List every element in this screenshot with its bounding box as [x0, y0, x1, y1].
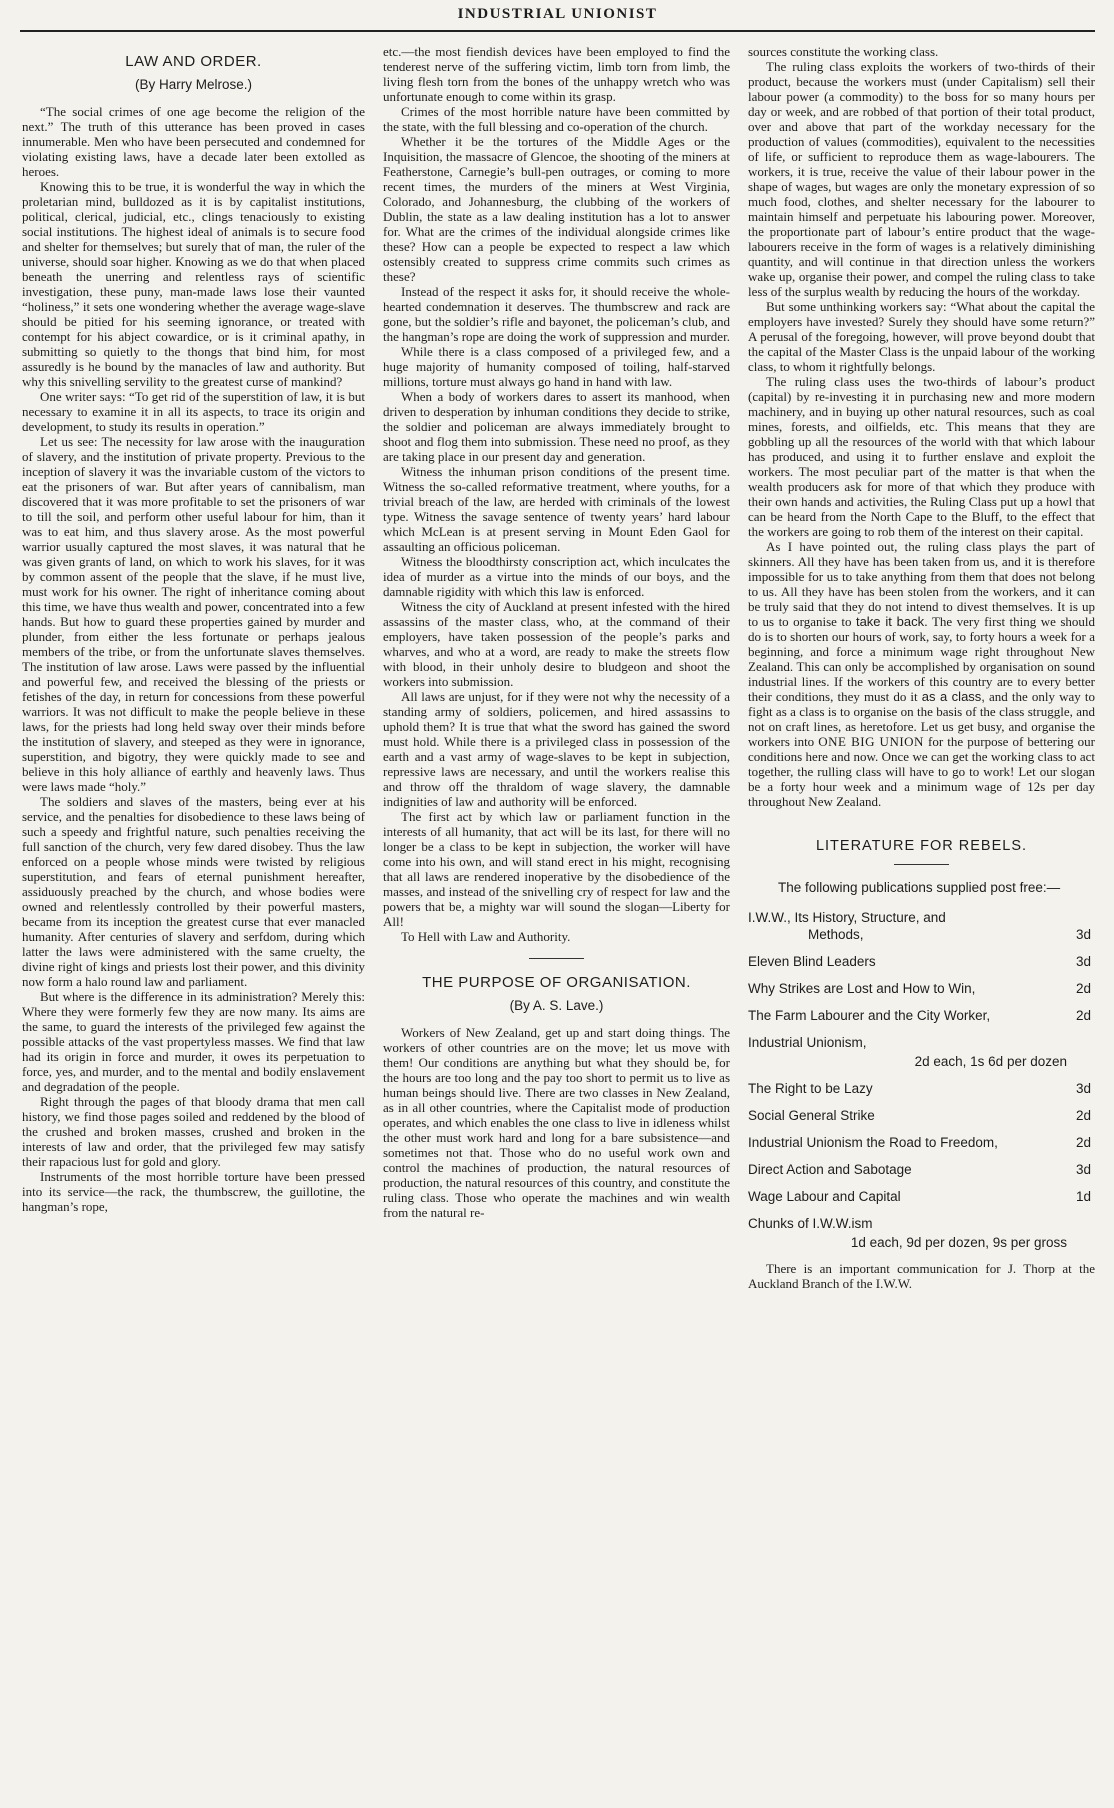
literature-item	[748, 1007, 1095, 1024]
item-title: The Right to be Lazy	[748, 1081, 873, 1096]
text-run: and the only way to fight as a class is to organise on the basis of the class struggle, and not on craft lines, as heretofore. Let us get busy, and organise the workers into	[748, 689, 1095, 749]
item-title: Chunks of I.W.W.ism	[748, 1216, 873, 1231]
emphasis-one-big-union: ONE BIG UNION	[818, 734, 924, 749]
text-run: for the purpose of bettering our conditions here and now. Once we can get the working class to act together, the rulling class will have to go to work! Let our slogan be a forty hour week and a minimum wage of 12s per day throughout New Zealand.	[748, 734, 1096, 809]
item-price: 2d	[1075, 1135, 1091, 1150]
item-price: 2d	[1075, 1008, 1091, 1023]
paragraph: Witness the bloodthirsty conscription act, which inculcates the idea of murder as a virtue into the minds of our boys, and the damnable rigidity with which this law is enforced.	[383, 554, 730, 599]
paragraph: While there is a class composed of a privileged few, and a huge majority of humanity composed of toiling, half-starved millions, torture must always go hand in hand with law.	[383, 344, 730, 389]
paragraph: Whether it be the tortures of the Middle Ages or the Inquisition, the massacre of Glencoe, the shooting of the miners at Featherstone, Carnegie’s bull-pen outrages, or coming to more recent times, the murders of the miners at West Virginia, Colorado, and Johannesburg, the clubbing of the workers of Dublin, the state as a law dealing institution has a lot to answer for. What are the crimes of the individual alongside crimes like these? How can a people be expected to respect a law which ostensibly created to suppress crime commits such crimes as these?	[383, 134, 730, 284]
literature-item	[748, 1107, 1095, 1124]
item-title: Social General Strike	[748, 1108, 875, 1123]
paragraph: etc.—the most fiendish devices have been employed to find the tenderest nerve of the suffering victim, limb torn from limb, the living flesh torn from the bones of the unhappy wretch who was unfortunate enough to come within its grasp.	[383, 44, 730, 104]
item-title: Why Strikes are Lost and How to Win,	[748, 981, 976, 996]
paragraph: The first act by which law or parliament function in the interests of all humanity, that act will be its last, for there will no longer be a class to be kept in subjection, the worker will have come into his own, and will stand erect in his might, recognising that all laws are rendered inoperative by the disobedience of the masses, and instead of the snivelling cry of respect for law and the powers that be, a mighty war will sound the slogan—Liberty for All!	[383, 809, 730, 929]
item-price-note: 1d each, 9d per dozen, 9s per gross	[850, 1235, 1067, 1250]
paragraph: Instead of the respect it asks for, it should receive the whole-hearted condemnation it deserves. The thumbscrew and rack are gone, but the soldier’s rifle and bayonet, the policeman’s club, and the hangman’s rope are doing the work of suppression and murder.	[383, 284, 730, 344]
item-price: 2d	[1075, 1108, 1091, 1123]
item-title: I.W.W., Its History, Structure, and	[748, 910, 946, 925]
item-title: Wage Labour and Capital	[748, 1189, 901, 1204]
footer-notice: There is an important communication for J. Thorp at the Auckland Branch of the I.W.W.	[748, 1261, 1095, 1291]
item-price: 3d	[1075, 954, 1091, 969]
item-title-cont: Methods,	[808, 927, 864, 942]
paragraph: The ruling class uses the two-thirds of labour’s product (capital) by re-investing it in purchasing new and more modern machinery, and in buying up other natural resources, such as coal mines, forests, and oilfields, etc. This means that they are gobbling up all the resources of the world with that which labour has produced, and using it to further enslave and exploit the workers. The most peculiar part of the matter is that when the wealth producers ask for more of that which they produce with their own hands and activities, the Ruling Class put up a howl that can be heard from the North Cape to the Bluff, to the effect that the workers are going to rob them of the interest on their capital.	[748, 374, 1095, 539]
literature-item	[748, 1134, 1095, 1151]
column-3	[748, 44, 1095, 1291]
paragraph: The soldiers and slaves of the masters, being ever at his service, and the penalties for disobedience to these laws being of such a speedy and frightful nature, such penalties receiving the full sanction of the church, very few dared disobey. Thus the law enforced on a people whose minds were twisted by religious superstitution, and fears of eternal punishment hereafter, assiduously preached by the church, and whose bodies were owned and relentlessly controlled by their powerful masters, became from its inception the greatest curse that ever manacled humanity. After centuries of slavery and serfdom, during which latter the laws were administered with the same cruelty, the divine right of kings and priests lost their power, and this divinity now form a halo round law and parliament.	[22, 794, 365, 989]
literature-separator	[894, 864, 949, 865]
article-separator	[529, 958, 584, 959]
literature-item	[748, 953, 1095, 970]
item-title: Direct Action and Sabotage	[748, 1162, 912, 1177]
item-price: 3d	[1075, 1081, 1091, 1096]
column-2	[383, 44, 730, 1220]
emphasis-as-a-class: as a class,	[921, 689, 985, 704]
text-run: As I have pointed out, the ruling class plays the part of skinners. All they have has been taken from us, and it is therefore impossible for us to take anything from them that does not belong to us. All they have has been stolen from the workers, and it can be truly said that they do not intend to divest themselves. It is up to us to organise to	[748, 539, 1095, 629]
closing-line: To Hell with Law and Authority.	[401, 929, 571, 944]
literature-item	[748, 1188, 1095, 1205]
emphasis-take-it-back: take it back.	[855, 614, 928, 629]
literature-intro: The following publications supplied post free:—	[778, 880, 1061, 895]
paragraph: Instruments of the most horrible torture have been pressed into its service—the rack, the thumbscrew, the guillotine, the hangman’s rope,	[22, 1169, 365, 1214]
column-1	[22, 44, 365, 1214]
article-title-law-and-order: LAW AND ORDER.	[125, 53, 262, 70]
masthead: INDUSTRIAL UNIONIST	[457, 6, 658, 22]
masthead-rule	[20, 30, 1095, 32]
item-title: Eleven Blind Leaders	[748, 954, 876, 969]
paragraph: When a body of workers dares to assert its manhood, when driven to desperation by inhuman conditions they decide to strike, the soldier and policeman are always immediately brought to shoot and flog them into submission. These need no proof, as they are taking place in our present day and generation.	[383, 389, 730, 464]
item-price: 1d	[1075, 1189, 1091, 1204]
item-price: 2d	[1075, 981, 1091, 996]
paragraph: Crimes of the most horrible nature have been committed by the state, with the full blessing and co-operation of the church.	[383, 104, 730, 134]
text-run: The very first thing we should do is to shorten our hours of work, say, to forty hours a week for a beginning, and force a minimum wage right throughout New Zealand. This can only be accomplished by organisation on sound industrial lines. If the workers of this country are to every better their conditions, they must do it	[748, 614, 1096, 704]
article-byline: (By A. S. Lave.)	[509, 998, 604, 1013]
paragraph: One writer says: “To get rid of the superstition of law, it is but necessary to examine it in all its aspects, to trace its origin and development, to study its results in operation.”	[22, 389, 365, 434]
item-title: The Farm Labourer and the City Worker,	[748, 1008, 991, 1023]
paragraph: But some unthinking workers say: “What about the capital the employers have invested? Surely they should have some return?” A perusal of the foregoing, however, will prove beyond doubt that the capital of the Master Class is the unpaid labour of the working class, to whom it rightfully belongs.	[748, 299, 1095, 374]
item-title: Industrial Unionism,	[748, 1035, 867, 1050]
article-title-purpose: THE PURPOSE OF ORGANISATION.	[422, 974, 691, 991]
paragraph: But where is the difference in its administration? Merely this: Where they were formerly few they are now many. Its aims are the same, to guard the interests of the privileged few against the possible attacks of the vast propertyless masses. We find that law had its origin in force and murder, it owes its perpetuation to force, yes, and murder, and to the mental and bodily enslavement and degradation of the people.	[22, 989, 365, 1094]
item-price: 3d	[1075, 927, 1091, 942]
paragraph: The ruling class exploits the workers of two-thirds of their product, because the workers must (under Capitalism) sell their labour power (a commodity) to the boss for so many hours per day or week, and are robbed of that portion of their total product, over and above that part of the workday necessary for the production of values (commodities), equivalent to the necessities of life, or sufficient to reproduce them as wage-labourers. The workers, it is true, receive the value of their labour power in the shape of wages, but wages are only the monetary expression of so much food, clothes, and shelter necessary for the labourer to maintain himself and perpetuate his labouring power. Moreover, the proportionate part of labour’s entire product that the wage-labourers receive in the form of wages is a relatively diminishing quantity, and will continue in that direction unless the workers wake up, organise their power, and compel the ruling class to take less of the surplus wealth by reducing the hours of the workday.	[748, 59, 1095, 299]
item-price: 3d	[1075, 1162, 1091, 1177]
item-price-note: 2d each, 1s 6d per dozen	[914, 1054, 1067, 1069]
paragraph: Workers of New Zealand, get up and start doing things. The workers of other countries are on the move; let us move with them! Our conditions are anything but what they should be, for the hours are too long and the pay too short to permit us to live as human beings should live. There are two classes in New Zealand, as in all other countries, where the Capitalist mode of production operates, and which enables the one class to live in idleness whilst the other must work hard and long for a bare subsistence—and sometimes not that. Those who do no useful work own and control the machines of production, the natural resources of production, the natural resources of this country, and constitute the ruling class. Those who operate the machines and win wealth from the natural re-	[383, 1025, 730, 1220]
paragraph: “The social crimes of one age become the religion of the next.” The truth of this utterance has been proved in cases innumerable. Men who have been persecuted and condemned for violating existing laws, have a decade later been extolled as heroes.	[22, 104, 365, 179]
paragraph: Knowing this to be true, it is wonderful the way in which the proletarian mind, bulldozed as it is by capitalist institutions, political, clerical, judicial, etc., clings tenaciously to existing social institutions. The highest ideal of animals is to secure food and shelter for themselves; but surely that of man, the ruler of the universe, should soar higher. Knowing as we do that when placed beneath the unerring and relentless rays of scientific investigation, these puny, man-made laws lose their vaunted “holiness,” it sets one wondering whether the average wage-slave should be pitied for his seeming ignorance, or treated with contempt for his abject cowardice, or is it criminal apathy, in submitting so quietly to the thongs that bind him, for most assuredly is he bound by the manacles of law and authority. But why this snivelling servility to the greatest curse of mankind?	[22, 179, 365, 389]
paragraph: sources constitute the working class.	[748, 44, 939, 59]
literature-item	[748, 1034, 1095, 1070]
paragraph: Witness the city of Auckland at present infested with the hired assassins of the master class, who, at the command of their employers, have taken possession of the people’s parks and wharves, and who at a word, are ready to make the streets flow with blood, in their unholy desire to bludgeon and shoot the workers into submission.	[383, 599, 730, 689]
item-title: Industrial Unionism the Road to Freedom,	[748, 1135, 998, 1150]
literature-item	[748, 1161, 1095, 1178]
paragraph: Witness the inhuman prison conditions of the present time. Witness the so-called reformative treatment, where youths, for a trivial breach of the law, are herded with criminals of the lowest type. Witness the savage sentence of twenty years’ hard labour which McLean is at present serving in Mount Eden Gaol for assaulting an officious policeman.	[383, 464, 730, 554]
paragraph	[748, 539, 1095, 809]
literature-item	[748, 909, 1095, 943]
article-byline: (By Harry Melrose.)	[134, 77, 252, 92]
paragraph: Right through the pages of that bloody drama that men call history, we find those pages soiled and reddened by the blood of the crushed and broken masses, crushed and broken in the interests of law and order, that the privileged few may satisfy their rapacious lust for gold and glory.	[22, 1094, 365, 1169]
paragraph: All laws are unjust, for if they were not why the necessity of a standing army of soldiers, policemen, and hired assassins to uphold them? It is true that what the sword has gained the sword must hold. While there is a privileged class in possession of the earth and a vast army of wage-slaves to be kept in subjection, repressive laws are necessary, and until the workers realise this and throw off the thraldom of wage slavery, the damnable indignities of law and authority will be enforced.	[383, 689, 730, 809]
literature-item	[748, 1080, 1095, 1097]
literature-title: LITERATURE FOR REBELS.	[815, 838, 1028, 854]
paragraph: Let us see: The necessity for law arose with the inauguration of slavery, and the institution of private property. Previous to the inception of slavery it was the invariable custom of the victors to eat the prisoners of war. But after years of cannibalism, man discovered that it was more profitable to set the prisoners of war to till the soil, and perform other useful labour for him, than it was to eat him, and thus slavery arose. As the most powerful warrior usually captured the most slaves, it was natural that he was given grants of land, on which to work his slaves, for it was by common assent of the people that the slave, if he must live, must work for his owner. The right of inheritance coming about this time, we have thus wealth and power, concentrated into a few hands. But how to guard these properties gained by murder and plunder, from either the less fortunate or perhaps jealous members of the tribe, or from the unfortunate slaves themselves. The institution of law arose. Laws were passed by the influential and powerful few, and received the blessing of the priests or fetishes of the day, in return for concessions from these powerful warriors. It was not difficult to make the people believe in these laws, for the priests had long held sway over their minds before the institution of slavery, and steeped as they were in ignorance, superstition, and bigotry, they were quickly made to see and believe in this holy alliance of earthly and heavenly laws. Thus were laws made “holy.”	[22, 434, 365, 794]
literature-item	[748, 980, 1095, 997]
literature-item	[748, 1215, 1095, 1251]
